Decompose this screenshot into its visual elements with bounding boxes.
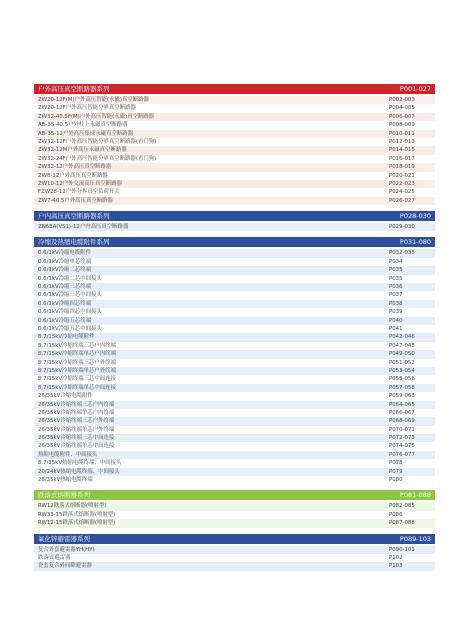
section-items: [34, 96, 435, 205]
section-header: [34, 534, 435, 544]
item-name: 26/35kV冷缩终端单芯户内终端: [38, 409, 115, 416]
item-page-number: P055-056: [389, 376, 415, 383]
item-name: 0.6/1kV冷缩五芯终端: [38, 317, 91, 324]
item-name: 0.6/1kV冷缩三芯终端: [38, 284, 91, 291]
section-page-range: P028-030: [399, 212, 431, 221]
item-page-number: P012-013: [389, 138, 415, 145]
item-page-number: P057-058: [389, 384, 415, 391]
item-page-number: P102: [389, 554, 403, 561]
toc-row[interactable]: [34, 291, 435, 299]
item-name: 26/35kV冷缩终端单芯中间连接: [38, 443, 115, 450]
item-page-number: P035: [389, 275, 403, 282]
item-name: 8.7/15kV热缩电缆终端、中间接头: [38, 460, 122, 467]
toc-row[interactable]: [34, 223, 435, 231]
toc-row[interactable]: [34, 308, 435, 316]
item-name: RW33-15跌落式熔断器(喷射型): [38, 511, 116, 518]
toc-row[interactable]: [34, 451, 435, 459]
section-header: [34, 84, 435, 94]
item-page-number: P051-052: [389, 359, 415, 366]
section-title: 户外高压真空断路器系列: [38, 85, 110, 93]
section-header: [34, 490, 435, 500]
item-name: 26/35kV冷缩终端三芯户外终端: [38, 418, 115, 425]
item-page-number: P040: [389, 317, 403, 324]
toc-row[interactable]: [34, 146, 435, 154]
toc-row[interactable]: [34, 359, 435, 367]
toc-row[interactable]: [34, 562, 435, 570]
item-page-number: P076-077: [389, 451, 415, 458]
item-page-number: P059-063: [389, 393, 415, 400]
toc-row[interactable]: [34, 401, 435, 409]
item-name: 0.6/1kV冷缩电缆附件: [38, 250, 91, 257]
item-page-number: P016-017: [389, 155, 415, 162]
toc-row[interactable]: [34, 300, 435, 308]
item-page-number: P010-011: [389, 130, 415, 137]
toc-section: [34, 490, 435, 527]
toc-row[interactable]: [34, 188, 435, 196]
item-page-number: P103: [389, 563, 403, 570]
item-name: 0.6/1kV冷缩五芯中间接头: [38, 325, 102, 332]
item-name: AB-3S-12户外高压集成永磁真空断路器: [38, 130, 134, 137]
section-items: [34, 249, 435, 484]
item-page-number: P066-067: [389, 409, 415, 416]
item-name: 0.6/1kV冷缩二芯中间接头: [38, 275, 102, 282]
toc-row[interactable]: [34, 275, 435, 283]
item-page-number: P018-019: [389, 164, 415, 171]
toc-row[interactable]: [34, 468, 435, 476]
item-name: ZW10-12户外交流高压真空断路器: [38, 180, 122, 187]
item-name: ZW20-12F户外高压智能分界真空断路器: [38, 105, 136, 112]
section-header: [34, 211, 435, 221]
toc-row[interactable]: [34, 459, 435, 467]
item-name: 26/35kV热缩电缆终端: [38, 477, 93, 484]
item-page-number: P020-021: [389, 172, 415, 179]
item-name: ZW32-12户外高压真空断路器: [38, 164, 112, 171]
toc-row[interactable]: [34, 384, 435, 392]
item-page-number: P004-005: [389, 105, 415, 112]
item-name: 0.6/1kV冷缩四芯中间接头: [38, 309, 102, 316]
toc-section: [34, 237, 435, 484]
item-name: 20/24kV热缩电缆终端、中间接头: [38, 468, 120, 475]
toc-row[interactable]: [34, 266, 435, 274]
item-name: AB-3S-40.5户外柱上永磁真空断路器: [38, 122, 128, 129]
item-name: 26/35kV冷缩终端三芯中间连接: [38, 435, 115, 442]
item-page-number: P039: [389, 309, 403, 316]
section-page-range: P001-027: [399, 85, 431, 93]
toc-row[interactable]: [34, 502, 435, 510]
item-name: 8.7/15kV冷缩终端三芯户外终端: [38, 359, 116, 366]
toc-row[interactable]: [34, 104, 435, 112]
item-name: ZW7-40.5户外高压真空断路器: [38, 197, 113, 204]
item-name: 8.7/15kV冷缩终端三芯中间连接: [38, 376, 116, 383]
item-page-number: P047-048: [389, 342, 415, 349]
item-page-number: P014-015: [389, 147, 415, 154]
toc-row[interactable]: [34, 172, 435, 180]
item-page-number: P078: [389, 460, 403, 467]
table-of-contents: [34, 84, 435, 577]
item-page-number: P087-088: [389, 520, 415, 527]
toc-section: [34, 211, 435, 231]
item-name: ZW32-12F户外高压智能分界真空断路器(看门狗): [38, 138, 157, 145]
item-page-number: P002-003: [389, 97, 415, 103]
item-page-number: P080: [389, 477, 403, 484]
toc-row[interactable]: [34, 317, 435, 325]
section-items: [34, 223, 435, 231]
toc-row[interactable]: [34, 342, 435, 350]
item-page-number: P038: [389, 300, 403, 307]
section-page-range: P031-080: [399, 238, 431, 247]
section-page-range: P081-088: [399, 491, 431, 500]
item-name: 0.6/1kV冷缩二芯终端: [38, 267, 91, 274]
item-name: FZW28-12户外分界真空负荷开关: [38, 189, 120, 196]
item-page-number: P026-027: [389, 197, 415, 204]
item-name: 8.7/15kV冷缩终端三芯户内终端: [38, 342, 116, 349]
toc-row[interactable]: [34, 392, 435, 400]
toc-row[interactable]: [34, 130, 435, 138]
item-page-number: P064-065: [389, 401, 415, 408]
item-name: RW12跌落式熔断器(喷射型): [38, 503, 107, 510]
section-header: [34, 237, 435, 247]
item-name: 8.7/15kV冷缩电缆附件: [38, 334, 95, 341]
item-name: ZN63A(VS1)-12户内高压真空断路器: [38, 224, 129, 231]
toc-row[interactable]: [34, 367, 435, 375]
item-name: ZW20-12F(M)户外高压智能(永磁)真空断路器: [38, 97, 149, 103]
item-page-number: P006-007: [389, 113, 415, 120]
toc-row[interactable]: [34, 180, 435, 188]
toc-row[interactable]: [34, 519, 435, 527]
item-page-number: P008-009: [389, 122, 415, 129]
item-name: 0.6/1kV冷缩四芯终端: [38, 300, 91, 307]
item-page-number: P070-071: [389, 426, 415, 433]
section-title: 跌落式熔断器系列: [38, 491, 90, 500]
section-items: [34, 546, 435, 571]
item-page-number: P082-085: [389, 503, 415, 510]
toc-row[interactable]: [34, 546, 435, 554]
section-title: 氧化锌避雷器系列: [38, 534, 90, 543]
toc-row[interactable]: [34, 476, 435, 484]
toc-row[interactable]: [34, 163, 435, 171]
item-page-number: P042-046: [389, 334, 415, 341]
item-name: 26/35kV冷缩电缆附件: [38, 393, 93, 400]
item-name: ZW8-12户外高压真空断路器: [38, 172, 108, 179]
item-name: ZW32-12M户外高压永磁真空断路器: [38, 147, 127, 154]
section-page-range: P089-103: [399, 534, 431, 543]
item-name: 热缩电缆附件、中间接头: [38, 451, 98, 458]
toc-row[interactable]: [34, 409, 435, 417]
toc-row[interactable]: [34, 375, 435, 383]
toc-row[interactable]: [34, 138, 435, 146]
item-name: 26/35kV冷缩终端三芯户内终端: [38, 401, 115, 408]
item-page-number: P022-023: [389, 180, 415, 187]
item-page-number: P029-030: [389, 224, 415, 231]
item-page-number: P035: [389, 267, 403, 274]
toc-row[interactable]: [34, 426, 435, 434]
toc-row[interactable]: [34, 350, 435, 358]
toc-row[interactable]: [34, 155, 435, 163]
item-name: ZW32-40.5F(M)户外高压智能(永磁)真空断路器: [38, 113, 155, 120]
item-page-number: P086: [389, 511, 403, 518]
section-title: 户内高压真空断路器系列: [38, 212, 110, 221]
toc-row[interactable]: [34, 511, 435, 519]
toc-row[interactable]: [34, 249, 435, 257]
toc-row[interactable]: [34, 113, 435, 121]
toc-section: [34, 84, 435, 205]
toc-row[interactable]: [34, 258, 435, 266]
item-page-number: P090-101: [389, 546, 415, 553]
toc-row[interactable]: [34, 96, 435, 104]
item-page-number: P036: [389, 284, 403, 291]
toc-row[interactable]: [34, 333, 435, 341]
item-page-number: P079: [389, 468, 403, 475]
toc-row[interactable]: [34, 554, 435, 562]
item-page-number: P049-050: [389, 351, 415, 358]
item-name: RW12-15跌落式熔断器(喷射型): [38, 520, 116, 527]
section-title: 冷缩及热缩电缆附件系列: [38, 238, 110, 247]
item-page-number: P037: [389, 292, 403, 299]
toc-row[interactable]: [34, 434, 435, 442]
item-page-number: P072-073: [389, 435, 415, 442]
item-page-number: P053-054: [389, 367, 415, 374]
toc-row[interactable]: [34, 283, 435, 291]
item-page-number: P024-025: [389, 189, 415, 196]
toc-section: [34, 534, 435, 571]
item-name: ZW32-24F户外高压智能分界真空断路器(看门狗): [38, 155, 157, 162]
item-page-number: P032-033: [389, 250, 415, 257]
item-name: 0.6/1kV冷缩三芯中间接头: [38, 292, 102, 299]
item-name: 跌落式避雷器: [38, 554, 71, 561]
item-name: 8.7/15kV冷缩终端单芯户外终端: [38, 367, 116, 374]
toc-row[interactable]: [34, 417, 435, 425]
item-name: 8.7/15kV冷缩终端单芯中间连接: [38, 384, 116, 391]
item-name: 26/35kV冷缩终端单芯户外终端: [38, 426, 115, 433]
item-name: 复合外套避雷器YH(HY): [38, 546, 95, 553]
item-page-number: P034: [389, 258, 403, 265]
toc-row[interactable]: [34, 197, 435, 205]
item-page-number: P041: [389, 325, 403, 332]
item-page-number: P074-075: [389, 443, 415, 450]
toc-row[interactable]: [34, 325, 435, 333]
item-page-number: P068-069: [389, 418, 415, 425]
toc-row[interactable]: [34, 442, 435, 450]
toc-row[interactable]: [34, 121, 435, 129]
item-name: 8.7/15kV冷缩终端单芯户内终端: [38, 351, 116, 358]
section-items: [34, 502, 435, 527]
item-name: 瓷套复合外间隙避雷器: [38, 563, 92, 570]
item-name: 0.6/1kV冷缩单芯终端: [38, 258, 91, 265]
